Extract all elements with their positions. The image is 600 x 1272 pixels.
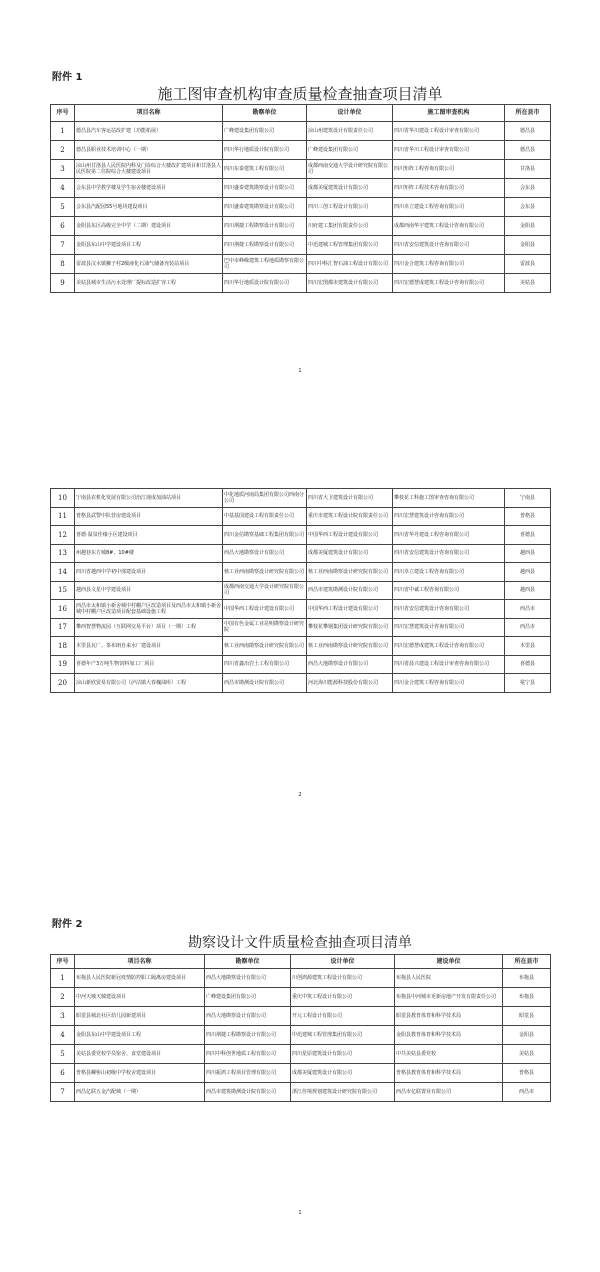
- table-row: [51, 674, 551, 693]
- cell-survey-unit: 四川华行地质设计院有限公司: [223, 141, 307, 160]
- cell-design-unit: 重庆市建筑工程设计院有限责任公司: [307, 507, 393, 526]
- cell-county: 越西县: [505, 563, 551, 582]
- cell-design-unit: 中国华西工程设计建设有限公司: [307, 526, 393, 545]
- cell-survey-unit: 四川中科创世地质工程有限公司: [205, 1045, 291, 1064]
- survey-design-table: [50, 954, 551, 1102]
- table-row: [51, 236, 551, 255]
- col-header-county: 所在县市: [503, 955, 551, 969]
- cell-survey-unit: 四川盛泰建筑勘察设计有限公司: [223, 198, 307, 217]
- inspection-table-continued: [50, 488, 551, 693]
- cell-index: 8: [51, 255, 75, 274]
- cell-index: 20: [51, 674, 75, 693]
- cell-design-unit: 西昌大地勘察设计有限公司: [307, 655, 393, 674]
- table-row: [51, 217, 551, 236]
- table-row: [51, 655, 551, 674]
- cell-review-or-builder: 四川卓立建设工程咨询有限公司: [393, 563, 505, 582]
- cell-index: 18: [51, 637, 75, 656]
- cell-design-unit: 四川宏图都市建筑设计有限公司: [307, 274, 393, 293]
- cell-review-or-builder: 四川省安信建筑设计咨询有限公司: [393, 544, 505, 563]
- table-row: [51, 1007, 551, 1026]
- col-header-project: 项目名称: [75, 955, 205, 969]
- cell-county: 宁南县: [505, 489, 551, 508]
- cell-survey-unit: 核工业西南勘察设计研究院有限公司: [223, 563, 307, 582]
- cell-survey-unit: 西昌大地勘察设计有限公司: [205, 969, 291, 988]
- page-number: 1: [298, 368, 302, 374]
- table-row: [51, 1026, 551, 1045]
- cell-county: 西昌市: [505, 600, 551, 619]
- cell-review-or-builder: 四川卓立建设工程咨询有限公司: [393, 198, 505, 217]
- cell-project: 布拖县人民医院新冠疫情防控职工隔离房建设项目: [75, 969, 205, 988]
- cell-survey-unit: 四川华行地质设计院有限公司: [223, 274, 307, 293]
- cell-index: 2: [51, 141, 75, 160]
- table-row: [51, 1064, 551, 1083]
- cell-review-or-builder: 中共美姑县委党校: [395, 1045, 503, 1064]
- cell-design-unit: 成都美厦建筑设计有限公司: [291, 1064, 395, 1083]
- table-row: [51, 637, 551, 656]
- cell-index: 9: [51, 274, 75, 293]
- table-row: [51, 198, 551, 217]
- cell-project: 中河天城天城建设项目: [75, 988, 205, 1007]
- cell-project: 越西县文星中学建设项目: [75, 581, 223, 600]
- cell-project: 宁南县农机化发展有限公司治江现成加油站项目: [75, 489, 223, 508]
- table-row: [51, 563, 551, 582]
- attachment-label: 附件 2: [52, 919, 83, 930]
- cell-survey-unit: 中国有色金属工业昆明勘察设计研究院: [223, 618, 307, 637]
- cell-index: 6: [51, 217, 75, 236]
- cell-survey-unit: 四川金信勘察基础工程集团有限公司: [223, 526, 307, 545]
- cell-survey-unit: 广峰建设集团有限公司: [205, 988, 291, 1007]
- cell-county: 金阳县: [503, 1026, 551, 1045]
- cell-project: 美姑县委党校学员宿舍、食堂建设项目: [75, 1045, 205, 1064]
- cell-county: 喜德县: [505, 526, 551, 545]
- cell-county: 美姑县: [505, 274, 551, 293]
- col-header-design: 设计单位: [291, 955, 395, 969]
- cell-index: 4: [51, 179, 75, 198]
- cell-review-or-builder: 四川宏慧建筑设计咨询有限公司: [393, 507, 505, 526]
- cell-county: 布拖县: [503, 988, 551, 1007]
- cell-project: 凉山州甘洛县人民医院内科及门诊综合大楼改扩建项目和甘洛县人民医院第二住院综合大楼建设项目: [75, 160, 223, 179]
- table-row: [51, 544, 551, 563]
- cell-project: 州越巷东方城8#、10#楼: [75, 544, 223, 563]
- cell-index: 1: [51, 122, 75, 141]
- cell-county: 西昌市: [505, 618, 551, 637]
- cell-design-unit: 四川中科汇智石油工程设计有限公司: [307, 255, 393, 274]
- cell-review-or-builder: 金阳县教育体育和科学技术局: [395, 1026, 503, 1045]
- cell-survey-unit: 核工业西南勘察设计研究院有限公司: [223, 637, 307, 656]
- table-row: [51, 160, 551, 179]
- cell-index: 7: [51, 236, 75, 255]
- cell-county: 冕宁县: [505, 674, 551, 693]
- cell-survey-unit: 中基基国建设工程有限责任公司: [223, 507, 307, 526]
- cell-index: 14: [51, 563, 75, 582]
- inspection-table: [50, 104, 551, 293]
- cell-county: 金阳县: [505, 236, 551, 255]
- page-1: [0, 0, 600, 420]
- cell-survey-unit: 西昌大地勘察设计有限公司: [205, 1007, 291, 1026]
- cell-design-unit: 河北海川能源科技股份有限公司: [307, 674, 393, 693]
- cell-design-unit: 成都美厦建筑设计有限公司: [307, 179, 393, 198]
- cell-review-or-builder: 四川省华丹建设工程咨询有限公司: [393, 526, 505, 545]
- cell-design-unit: 中迅建城工程管理集团有限公司: [307, 236, 393, 255]
- cell-project: 西昌市太和镇小新舍城中村棚户区改造项目及西昌市太和镇小新舍城中村棚户区改造项目配套基础设施工程: [75, 600, 223, 619]
- cell-design-unit: 成都西南交通大学设计研究院有限公司: [307, 160, 393, 179]
- cell-project: 木里县瓦厂、茶布朗自来水厂建设项目: [75, 637, 223, 656]
- cell-county: 雷波县: [505, 255, 551, 274]
- cell-project: 会东县中学教学楼及学生宿舍楼建设项目: [75, 179, 223, 198]
- cell-design-unit: 浙江佳境规划建筑设计研究院有限公司: [291, 1083, 395, 1102]
- cell-project: 西昌亿联五金汽配城（一期）: [75, 1083, 205, 1102]
- cell-survey-unit: 西昌市建筑勘测设计院有限公司: [205, 1083, 291, 1102]
- attachment-label: 附件 1: [52, 72, 83, 83]
- cell-county: 木里县: [505, 637, 551, 656]
- cell-index: 12: [51, 526, 75, 545]
- cell-survey-unit: 巴中市峥嵘建筑工程地质勘察有限公司: [223, 255, 307, 274]
- cell-index: 5: [51, 1045, 75, 1064]
- table-row: [51, 1045, 551, 1064]
- col-header-index: 序号: [51, 105, 75, 122]
- cell-index: 15: [51, 581, 75, 600]
- col-header-builder: 建设单位: [395, 955, 503, 969]
- cell-project: 凉山新欣贸易有限公司（泸沽镇大春槐油库）工程: [75, 674, 223, 693]
- cell-project: 四川省越西中学初中部建设项目: [75, 563, 223, 582]
- cell-index: 2: [51, 988, 75, 1007]
- cell-index: 6: [51, 1064, 75, 1083]
- col-header-index: 序号: [51, 955, 75, 969]
- cell-design-unit: 中国华西工程设计建设有限公司: [307, 600, 393, 619]
- cell-design-unit: 成都美厦建筑设计有限公司: [307, 544, 393, 563]
- cell-design-unit: 核工业西南勘察设计研究院有限公司: [307, 563, 393, 582]
- cell-survey-unit: 四川荆捷工程勘察设计有限公司: [205, 1026, 291, 1045]
- cell-project: 金阳县东山中学建设项目工程: [75, 1026, 205, 1045]
- cell-review-or-builder: 四川宏德慧成建筑工程设计咨询有限公司: [393, 274, 505, 293]
- cell-county: 西昌市: [503, 1083, 551, 1102]
- cell-review-or-builder: 四川省中诚工程咨询有限公司: [393, 581, 505, 600]
- cell-index: 1: [51, 969, 75, 988]
- cell-county: 金阳县: [505, 217, 551, 236]
- cell-county: 德昌县: [505, 141, 551, 160]
- table-row: [51, 141, 551, 160]
- page-title: 施工图审查机构审查质量检查抽查项目清单: [157, 85, 443, 103]
- cell-review-or-builder: 四川矩阵工程技术咨询有限公司: [393, 179, 505, 198]
- cell-review-or-builder: 四川金合建筑工程咨询有限公司: [393, 255, 505, 274]
- cell-project: 普格县螺髻山初级中学校舍建设项目: [75, 1064, 205, 1083]
- cell-index: 11: [51, 507, 75, 526]
- cell-design-unit: 西昌市建筑勘测设计院有限公司: [307, 581, 393, 600]
- table-row: [51, 122, 551, 141]
- cell-review-or-builder: 成都西南华宇建筑工程设计咨询有限公司: [393, 217, 505, 236]
- cell-review-or-builder: 四川省晨兴建设工程设计审查咨询有限公司: [393, 655, 505, 674]
- table-row: [51, 618, 551, 637]
- cell-survey-unit: 四川盛泰建筑勘察设计有限公司: [223, 179, 307, 198]
- cell-county: 昭觉县: [503, 1007, 551, 1026]
- cell-county: 越西县: [505, 544, 551, 563]
- cell-county: 美姑县: [503, 1045, 551, 1064]
- cell-review-or-builder: 四川省华川工程设计审查有限公司: [393, 141, 505, 160]
- cell-project: 昭觉县城北社区幼儿园新建项目: [75, 1007, 205, 1026]
- cell-county: 会东县: [505, 198, 551, 217]
- cell-survey-unit: 广峰建设集团有限公司: [223, 122, 307, 141]
- cell-design-unit: 中迅建城工程管理集团有限公司: [291, 1026, 395, 1045]
- cell-county: 德昌县: [505, 122, 551, 141]
- page-number: 2: [298, 792, 302, 798]
- col-header-survey: 勘察单位: [223, 105, 307, 122]
- cell-survey-unit: 西昌大地勘察设计有限公司: [223, 544, 307, 563]
- cell-project: 雷波县汶水镇狮子村2级液化石油气储备充装站项目: [75, 255, 223, 274]
- cell-project: 攀西智慧物流园（互联网交易平台）项目（一期）工程: [75, 618, 223, 637]
- cell-index: 3: [51, 160, 75, 179]
- cell-review-or-builder: 布拖县中河城市更新房地产开发有限责任公司: [395, 988, 503, 1007]
- cell-county: 普格县: [505, 507, 551, 526]
- table-row: [51, 489, 551, 508]
- cell-design-unit: 重庆中筑工程设计有限公司: [291, 988, 395, 1007]
- cell-project: 普格县武警中队营房建设项目: [75, 507, 223, 526]
- col-header-review: 施工图审查机构: [393, 105, 505, 122]
- table-row: [51, 507, 551, 526]
- page-title: 勘察设计文件质量检查抽查项目清单: [188, 935, 412, 951]
- col-header-design: 设计单位: [307, 105, 393, 122]
- cell-project: 会东县汽配园55号地块建设项目: [75, 198, 223, 217]
- cell-survey-unit: 四川荆捷工程勘察设计有限公司: [223, 236, 307, 255]
- cell-index: 5: [51, 198, 75, 217]
- table-row: [51, 969, 551, 988]
- table-row: [51, 526, 551, 545]
- cell-project: 喜德·温泉佳缘小区建设项目: [75, 526, 223, 545]
- cell-review-or-builder: 昭觉县教育体育和科学技术局: [395, 1007, 503, 1026]
- col-header-county: 所在县市: [505, 105, 551, 122]
- cell-survey-unit: 四川振鸿工程项目管理有限公司: [205, 1064, 291, 1083]
- table-row: [51, 255, 551, 274]
- cell-survey-unit: 中化地质河南局集团有限公司西南分公司: [223, 489, 307, 508]
- cell-index: 4: [51, 1026, 75, 1045]
- cell-project: 德昌县汽车客运站改扩建（功能拓展）: [75, 122, 223, 141]
- cell-design-unit: 攀枝花攀钢集团设计研究院有限公司: [307, 618, 393, 637]
- col-header-survey: 勘察单位: [205, 955, 291, 969]
- cell-review-or-builder: 四川省安信建筑设计咨询有限公司: [393, 236, 505, 255]
- cell-index: 16: [51, 600, 75, 619]
- cell-review-or-builder: 四川宏慧建筑设计咨询有限公司: [393, 618, 505, 637]
- cell-review-or-builder: 布拖县人民医院: [395, 969, 503, 988]
- cell-county: 普格县: [503, 1064, 551, 1083]
- cell-county: 布拖县: [503, 969, 551, 988]
- cell-county: 甘洛县: [505, 160, 551, 179]
- cell-review-or-builder: 四川宏德慧成建筑工程设计咨询有限公司: [393, 637, 505, 656]
- cell-project: 喜德年产3万吨生物饲料加工厂项目: [75, 655, 223, 674]
- cell-survey-unit: 成都西南交通大学设计研究院有限公司: [223, 581, 307, 600]
- cell-project: 德昌县职业技术培训中心（一期）: [75, 141, 223, 160]
- cell-design-unit: 川府建工集团有限责任公司: [307, 217, 393, 236]
- col-header-project: 项目名称: [75, 105, 223, 122]
- page-number: 1: [298, 1210, 302, 1216]
- cell-review-or-builder: 四川省安信建筑设计咨询有限公司: [393, 600, 505, 619]
- table-row: [51, 581, 551, 600]
- cell-survey-unit: 四川省鑫冶岩土工程有限公司: [223, 655, 307, 674]
- cell-survey-unit: 西昌市勘测设计院有限公司: [223, 674, 307, 693]
- cell-design-unit: 开元工程设计有限公司: [291, 1007, 395, 1026]
- cell-county: 会东县: [505, 179, 551, 198]
- cell-design-unit: 四川三创工程设计有限公司: [307, 198, 393, 217]
- cell-design-unit: 四川星原建筑设计有限公司: [291, 1045, 395, 1064]
- cell-review-or-builder: 普格县教育体育和科学技术局: [395, 1064, 503, 1083]
- table-row: [51, 274, 551, 293]
- table-row: [51, 179, 551, 198]
- cell-review-or-builder: 四川矩阵工程咨询有限公司: [393, 160, 505, 179]
- cell-index: 13: [51, 544, 75, 563]
- cell-survey-unit: 四川荆捷工程勘察设计有限公司: [223, 217, 307, 236]
- cell-index: 17: [51, 618, 75, 637]
- cell-review-or-builder: 四川金合建筑工程咨询有限公司: [393, 674, 505, 693]
- cell-project: 金阳县东山中学建设项目工程: [75, 236, 223, 255]
- cell-index: 7: [51, 1083, 75, 1102]
- cell-index: 19: [51, 655, 75, 674]
- cell-review-or-builder: 西昌市亿联置业有限公司: [395, 1083, 503, 1102]
- cell-index: 3: [51, 1007, 75, 1026]
- table-row: [51, 1083, 551, 1102]
- cell-index: 10: [51, 489, 75, 508]
- page-3: [0, 840, 600, 1272]
- cell-review-or-builder: 攀枝花工科施工图审查咨询有限公司: [393, 489, 505, 508]
- cell-design-unit: 四川省大卫建筑设计有限公司: [307, 489, 393, 508]
- cell-design-unit: 核工业西南勘察设计研究院有限公司: [307, 637, 393, 656]
- cell-project: 金阳县东区高级完全中学（二期）建设项目: [75, 217, 223, 236]
- cell-county: 越西县: [505, 581, 551, 600]
- table-row: [51, 988, 551, 1007]
- cell-design-unit: 川创鸿源建筑工程设计有限公司: [291, 969, 395, 988]
- cell-design-unit: 凉山州建筑设计有限责任公司: [307, 122, 393, 141]
- cell-county: 喜德县: [505, 655, 551, 674]
- cell-survey-unit: 四川东泰建筑工程有限公司: [223, 160, 307, 179]
- table-row: [51, 600, 551, 619]
- page-2: [0, 420, 600, 840]
- cell-review-or-builder: 四川省华川建设工程设计审查有限公司: [393, 122, 505, 141]
- cell-design-unit: 广峰建设集团有限公司: [307, 141, 393, 160]
- cell-survey-unit: 中国华西工程设计建设有限公司: [223, 600, 307, 619]
- cell-project: 美姑县城市生活污水处理厂提标改造扩容工程: [75, 274, 223, 293]
